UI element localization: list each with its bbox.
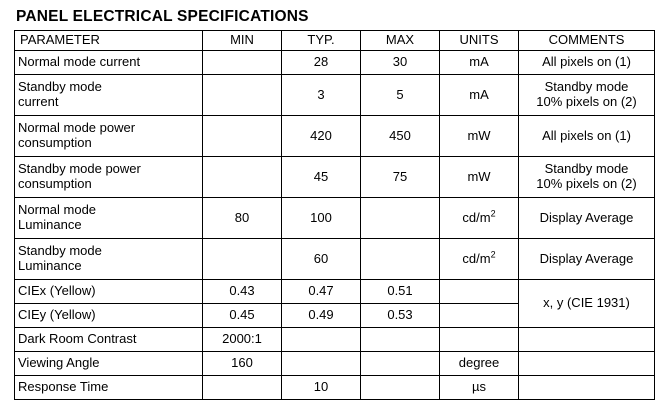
cell-units-exponent: 2 — [490, 249, 496, 260]
cell-min — [203, 375, 282, 399]
cell-typ: 0.47 — [282, 279, 361, 303]
cell-max: 0.53 — [361, 303, 440, 327]
column-header-min: MIN — [203, 31, 282, 51]
cell-comment: x, y (CIE 1931) — [519, 279, 655, 327]
table-row — [15, 351, 655, 375]
cell-units: degree — [440, 351, 519, 375]
cell-comment — [519, 375, 655, 399]
cell-parameter: Viewing Angle — [15, 351, 203, 375]
cell-parameter-line1: Standby mode — [18, 243, 102, 259]
cell-comment-line2: 10% pixels on (2) — [536, 93, 637, 109]
cell-min — [203, 74, 282, 115]
cell-min: 0.43 — [203, 279, 282, 303]
cell-parameter-line2: consumption — [18, 134, 92, 150]
cell-max — [361, 375, 440, 399]
cell-typ: 10 — [282, 375, 361, 399]
cell-parameter — [15, 156, 203, 197]
cell-units — [440, 279, 519, 303]
column-header-units: UNITS — [440, 31, 519, 51]
cell-min: 160 — [203, 351, 282, 375]
cell-parameter: CIEy (Yellow) — [15, 303, 203, 327]
cell-max: 0.51 — [361, 279, 440, 303]
cell-units: mW — [440, 115, 519, 156]
cell-parameter — [15, 74, 203, 115]
cell-max — [361, 351, 440, 375]
cell-units-value: cd/m — [462, 209, 491, 225]
cell-typ: 0.49 — [282, 303, 361, 327]
cell-min: 0.45 — [203, 303, 282, 327]
cell-parameter: Response Time — [15, 375, 203, 399]
cell-typ — [282, 351, 361, 375]
cell-parameter: Normal mode current — [15, 50, 203, 74]
cell-min — [203, 115, 282, 156]
column-header-comments: COMMENTS — [519, 31, 655, 51]
cell-units — [440, 238, 519, 279]
cell-typ: 420 — [282, 115, 361, 156]
cell-comment: All pixels on (1) — [519, 50, 655, 74]
cell-parameter-line2: consumption — [18, 175, 92, 191]
cell-parameter-line1: Standby mode power — [18, 161, 141, 177]
cell-comment — [519, 74, 655, 115]
cell-parameter-line1: Normal mode power — [18, 120, 136, 136]
cell-comment: All pixels on (1) — [519, 115, 655, 156]
table-row — [15, 375, 655, 399]
cell-comment-line2: 10% pixels on (2) — [536, 175, 637, 191]
cell-max — [361, 327, 440, 351]
cell-units: mW — [440, 156, 519, 197]
cell-units-value: cd/m — [462, 250, 491, 266]
cell-comment: Display Average — [519, 197, 655, 238]
cell-comment — [519, 327, 655, 351]
table-row — [15, 156, 655, 197]
cell-min: 80 — [203, 197, 282, 238]
table-row — [15, 115, 655, 156]
cell-comment — [519, 156, 655, 197]
cell-typ — [282, 327, 361, 351]
cell-parameter-line1: Normal mode — [18, 202, 97, 218]
cell-units — [440, 197, 519, 238]
cell-comment-line1: Standby mode — [544, 79, 629, 95]
table-header-row — [15, 31, 655, 51]
column-header-typ: TYP. — [282, 31, 361, 51]
cell-typ: 28 — [282, 50, 361, 74]
cell-max — [361, 197, 440, 238]
cell-max — [361, 238, 440, 279]
cell-parameter — [15, 238, 203, 279]
cell-parameter: Dark Room Contrast — [15, 327, 203, 351]
cell-max: 30 — [361, 50, 440, 74]
table-row — [15, 238, 655, 279]
cell-comment-line1: Standby mode — [544, 161, 629, 177]
cell-units-exponent: 2 — [490, 208, 496, 219]
page-title: PANEL ELECTRICAL SPECIFICATIONS — [16, 8, 309, 25]
cell-units: mA — [440, 50, 519, 74]
table-row — [15, 327, 655, 351]
cell-parameter — [15, 115, 203, 156]
cell-typ: 3 — [282, 74, 361, 115]
table-row — [15, 279, 655, 303]
table-row — [15, 74, 655, 115]
cell-units: µs — [440, 375, 519, 399]
cell-typ: 45 — [282, 156, 361, 197]
table-row — [15, 50, 655, 74]
cell-parameter: CIEx (Yellow) — [15, 279, 203, 303]
cell-min — [203, 238, 282, 279]
column-header-max: MAX — [361, 31, 440, 51]
cell-comment: Display Average — [519, 238, 655, 279]
cell-units — [440, 303, 519, 327]
cell-parameter — [15, 197, 203, 238]
cell-parameter-line2: Luminance — [18, 257, 82, 273]
cell-parameter-line2: Luminance — [18, 216, 82, 232]
cell-min: 2000:1 — [203, 327, 282, 351]
cell-min — [203, 50, 282, 74]
panel-electrical-specifications-table — [14, 30, 655, 400]
cell-max: 450 — [361, 115, 440, 156]
cell-min — [203, 156, 282, 197]
cell-typ: 100 — [282, 197, 361, 238]
cell-max: 75 — [361, 156, 440, 197]
cell-parameter-line1: Standby mode — [18, 79, 102, 95]
cell-parameter-line2: current — [18, 93, 59, 109]
cell-units: mA — [440, 74, 519, 115]
column-header-parameter: PARAMETER — [15, 31, 203, 51]
cell-typ: 60 — [282, 238, 361, 279]
table-row — [15, 197, 655, 238]
cell-units — [440, 327, 519, 351]
cell-comment — [519, 351, 655, 375]
cell-max: 5 — [361, 74, 440, 115]
